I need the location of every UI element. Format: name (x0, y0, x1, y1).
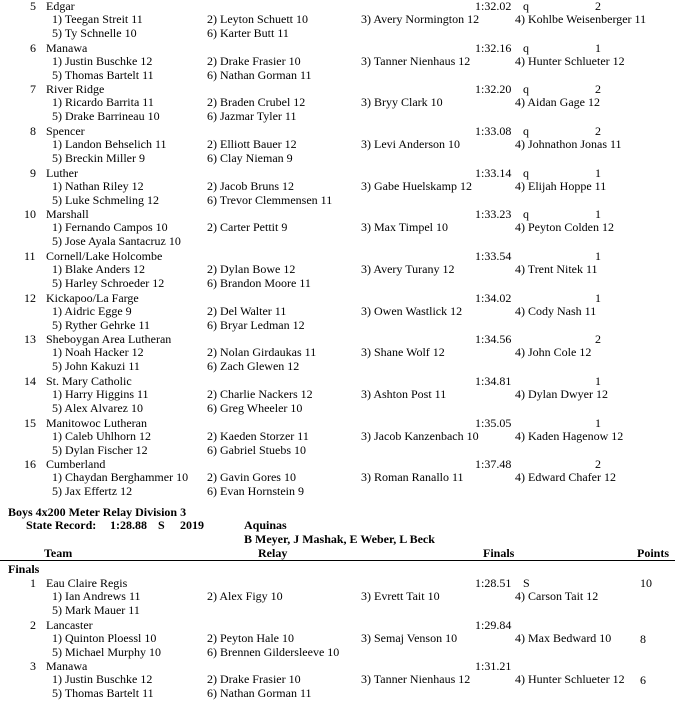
runner-5: 5) Luke Schmeling 12 (52, 192, 159, 207)
runner-5: 5) Ryther Gehrke 11 (52, 317, 151, 332)
heat-number: 2 (595, 0, 601, 13)
runner-1: 1) Landon Behselich 11 (52, 136, 167, 151)
points-value: 6 (640, 673, 646, 687)
column-header-finals: Finals (483, 546, 515, 560)
runner-6: 6) Nathan Gorman 11 (207, 686, 312, 700)
result-time: 1:33.54 (475, 248, 512, 263)
result-time: 1:31.21 (475, 659, 512, 673)
runner-1: 1) Quinton Ploessl 10 (52, 630, 157, 645)
heat-number: 1 (595, 248, 601, 263)
runner-1: 1) Fernando Campos 10 (52, 220, 168, 235)
runner-2: 2) Leyton Schuett 10 (207, 12, 308, 26)
runner-3: 3) Shane Wolf 12 (361, 345, 445, 360)
runner-4: 4) Edward Chafer 12 (515, 470, 616, 485)
runner-3: 3) Avery Normington 12 (361, 12, 480, 26)
result-time: 1:29.84 (475, 617, 512, 632)
team-name: Lancaster (46, 617, 93, 632)
column-header-points: Points (637, 546, 670, 560)
runner-2: 2) Kaeden Storzer 11 (207, 428, 309, 443)
team-name: Manawa (46, 659, 88, 673)
result-time: 1:34.81 (475, 373, 512, 388)
heat-number: 2 (595, 332, 601, 347)
place-number: 16 (24, 457, 36, 472)
place-number: 3 (30, 659, 36, 673)
runner-5: 5) Breckin Miller 9 (52, 150, 145, 165)
runner-1: 1) Aidric Egge 9 (52, 303, 132, 318)
round-label: Finals (8, 562, 40, 576)
runner-3: 3) Tanner Nienhaus 12 (361, 672, 471, 686)
runner-3: 3) Jacob Kanzenbach 10 (361, 428, 479, 443)
result-time: 1:32.16 (475, 40, 512, 55)
runner-4: 4) Cody Nash 11 (515, 303, 597, 318)
runner-2: 2) Del Walter 11 (207, 303, 287, 318)
runner-3: 3) Levi Anderson 10 (361, 136, 460, 151)
runner-3: 3) Max Timpel 10 (361, 220, 449, 235)
place-number: 8 (30, 123, 36, 138)
place-number: 11 (24, 248, 36, 263)
place-number: 9 (30, 165, 36, 180)
qualifier-mark: q (523, 207, 529, 222)
runner-3: 3) Tanner Nienhaus 12 (361, 53, 471, 68)
heat-number: 1 (595, 207, 601, 222)
place-number: 14 (24, 373, 36, 388)
runner-4: 4) Elijah Hoppe 11 (515, 178, 607, 193)
result-time: 1:28.51 (475, 576, 512, 590)
runner-5: 5) Drake Barrineau 10 (52, 109, 160, 124)
runner-2: 2) Braden Crubel 12 (207, 95, 306, 110)
runner-6: 6) Karter Butt 11 (207, 26, 289, 40)
runner-2: 2) Drake Frasier 10 (207, 53, 301, 68)
runner-3: 3) Ashton Post 11 (361, 386, 447, 401)
place-number: 5 (30, 0, 36, 13)
runner-6: 6) Trevor Clemmensen 11 (207, 192, 333, 207)
place-number: 1 (30, 576, 36, 590)
result-time: 1:32.20 (475, 82, 512, 97)
heat-number: 1 (595, 373, 601, 388)
runner-2: 2) Jacob Bruns 12 (207, 178, 294, 193)
runner-1: 1) Nathan Riley 12 (52, 178, 144, 193)
team-name: Cumberland (46, 457, 106, 472)
record-team: Aquinas (244, 518, 287, 532)
runner-2: 2) Drake Frasier 10 (207, 672, 301, 686)
record-time: 1:28.88 (110, 518, 147, 532)
runner-4: 4) Hunter Schlueter 12 (515, 672, 625, 686)
team-name: Manawa (46, 40, 88, 55)
runner-5: 5) Jose Ayala Santacruz 10 (52, 234, 181, 249)
result-time: 1:33.23 (475, 207, 512, 222)
runner-5: 5) Dylan Fischer 12 (52, 442, 148, 457)
runner-4: 4) Kohlbe Weisenberger 11 (515, 12, 647, 26)
record-label: State Record: (26, 518, 97, 532)
runner-2: 2) Nolan Girdaukas 11 (207, 345, 317, 360)
runner-3: 3) Owen Wastlick 12 (361, 303, 463, 318)
heat-number: 2 (595, 123, 601, 138)
record-year: 2019 (180, 518, 204, 532)
result-time: 1:34.56 (475, 332, 512, 347)
heat-number: 1 (595, 415, 601, 430)
runner-4: 4) Dylan Dwyer 12 (515, 386, 608, 401)
runner-1: 1) Chaydan Berghammer 10 (52, 470, 189, 485)
runner-5: 5) Mark Mauer 11 (52, 603, 140, 617)
result-time: 1:33.14 (475, 165, 512, 180)
column-header-relay: Relay (258, 546, 288, 560)
runner-6: 6) Gabriel Stuebs 10 (207, 442, 306, 457)
record-flag: S (158, 518, 165, 532)
result-time: 1:34.02 (475, 290, 512, 305)
runner-5: 5) Ty Schnelle 10 (52, 26, 137, 40)
place-number: 13 (24, 332, 36, 347)
runner-2: 2) Alex Figy 10 (207, 589, 283, 603)
place-number: 6 (30, 40, 36, 55)
result-time: 1:32.02 (475, 0, 512, 13)
place-number: 2 (30, 617, 36, 632)
runner-4: 4) Kaden Hagenow 12 (515, 428, 624, 443)
runner-6: 6) Jazmar Tyler 11 (207, 109, 297, 124)
team-name: Edgar (46, 0, 75, 13)
runner-5: 5) Alex Alvarez 10 (52, 400, 143, 415)
runner-4: 4) Hunter Schlueter 12 (515, 53, 625, 68)
runner-2: 2) Carter Pettit 9 (207, 220, 288, 235)
runner-6: 6) Nathan Gorman 11 (207, 67, 312, 82)
heat-number: 2 (595, 457, 601, 472)
qualifier-mark: q (523, 165, 529, 180)
points-value: 8 (640, 631, 646, 646)
runner-4: 4) John Cole 12 (515, 345, 592, 360)
event-title: Boys 4x200 Meter Relay Division 3 (8, 505, 187, 519)
runner-6: 6) Zach Glewen 12 (207, 359, 300, 374)
runner-1: 1) Harry Higgins 11 (52, 386, 149, 401)
runner-4: 4) Max Bedward 10 (515, 630, 612, 645)
result-time: 1:35.05 (475, 415, 512, 430)
runner-2: 2) Peyton Hale 10 (207, 630, 294, 645)
runner-3: 3) Evrett Tait 10 (361, 589, 440, 603)
runner-2: 2) Elliott Bauer 12 (207, 136, 297, 151)
team-name: Marshall (46, 207, 89, 222)
runner-1: 1) Caleb Uhlhorn 12 (52, 428, 151, 443)
runner-5: 5) Michael Murphy 10 (52, 644, 161, 659)
runner-1: 1) Noah Hacker 12 (52, 345, 144, 360)
runner-4: 4) Trent Nitek 11 (515, 261, 598, 276)
record-mark: S (523, 576, 530, 590)
runner-1: 1) Justin Buschke 12 (52, 53, 153, 68)
runner-2: 2) Gavin Gores 10 (207, 470, 296, 485)
result-time: 1:33.08 (475, 123, 512, 138)
runner-3: 3) Gabe Huelskamp 12 (361, 178, 472, 193)
runner-4: 4) Johnathon Jonas 11 (515, 136, 622, 151)
header-divider (0, 560, 675, 561)
runner-6: 6) Evan Hornstein 9 (207, 484, 304, 499)
heat-number: 1 (595, 165, 601, 180)
team-name: Kickapoo/La Farge (46, 290, 139, 305)
qualifier-mark: q (523, 123, 529, 138)
team-name: St. Mary Catholic (46, 373, 132, 388)
qualifier-mark: q (523, 40, 529, 55)
team-name: Luther (46, 165, 78, 180)
runner-6: 6) Brennen Gildersleeve 10 (207, 644, 340, 659)
qualifier-mark: q (523, 82, 529, 97)
runner-6: 6) Bryar Ledman 12 (207, 317, 305, 332)
team-name: Spencer (46, 123, 85, 138)
runner-1: 1) Ricardo Barrita 11 (52, 95, 154, 110)
place-number: 12 (24, 290, 36, 305)
runner-6: 6) Clay Nieman 9 (207, 150, 293, 165)
runner-5: 5) Thomas Bartelt 11 (52, 67, 154, 82)
runner-6: 6) Brandon Moore 11 (207, 275, 311, 290)
runner-3: 3) Bryy Clark 10 (361, 95, 443, 110)
runner-1: 1) Justin Buschke 12 (52, 672, 153, 686)
team-name: Sheboygan Area Lutheran (46, 332, 172, 347)
team-name: Manitowoc Lutheran (46, 415, 147, 430)
runner-4: 4) Aidan Gage 12 (515, 95, 600, 110)
qualifier-mark: q (523, 0, 529, 13)
runner-6: 6) Greg Wheeler 10 (207, 400, 303, 415)
runner-3: 3) Avery Turany 12 (361, 261, 455, 276)
runner-1: 1) Ian Andrews 11 (52, 589, 141, 603)
runner-5: 5) John Kakuzi 11 (52, 359, 140, 374)
place-number: 15 (24, 415, 36, 430)
team-name: River Ridge (46, 82, 105, 97)
heat-number: 2 (595, 82, 601, 97)
runner-4: 4) Carson Tait 12 (515, 589, 599, 603)
runner-5: 5) Thomas Bartelt 11 (52, 686, 154, 700)
heat-number: 1 (595, 40, 601, 55)
runner-2: 2) Charlie Nackers 12 (207, 386, 313, 401)
runner-5: 5) Jax Effertz 12 (52, 484, 133, 499)
runner-3: 3) Roman Ranallo 11 (361, 470, 464, 485)
points-value: 10 (640, 576, 652, 590)
team-name: Eau Claire Regis (46, 576, 128, 590)
place-number: 7 (30, 82, 36, 97)
runner-2: 2) Dylan Bowe 12 (207, 261, 296, 276)
record-names: B Meyer, J Mashak, E Weber, L Beck (244, 532, 435, 546)
column-header-team: Team (44, 546, 73, 560)
team-name: Cornell/Lake Holcombe (46, 248, 163, 263)
runner-3: 3) Semaj Venson 10 (361, 630, 458, 645)
place-number: 10 (24, 207, 36, 222)
runner-4: 4) Peyton Colden 12 (515, 220, 614, 235)
runner-1: 1) Blake Anders 12 (52, 261, 145, 276)
runner-1: 1) Teegan Streit 11 (52, 12, 143, 26)
runner-5: 5) Harley Schroeder 12 (52, 275, 165, 290)
heat-number: 1 (595, 290, 601, 305)
result-time: 1:37.48 (475, 457, 512, 472)
